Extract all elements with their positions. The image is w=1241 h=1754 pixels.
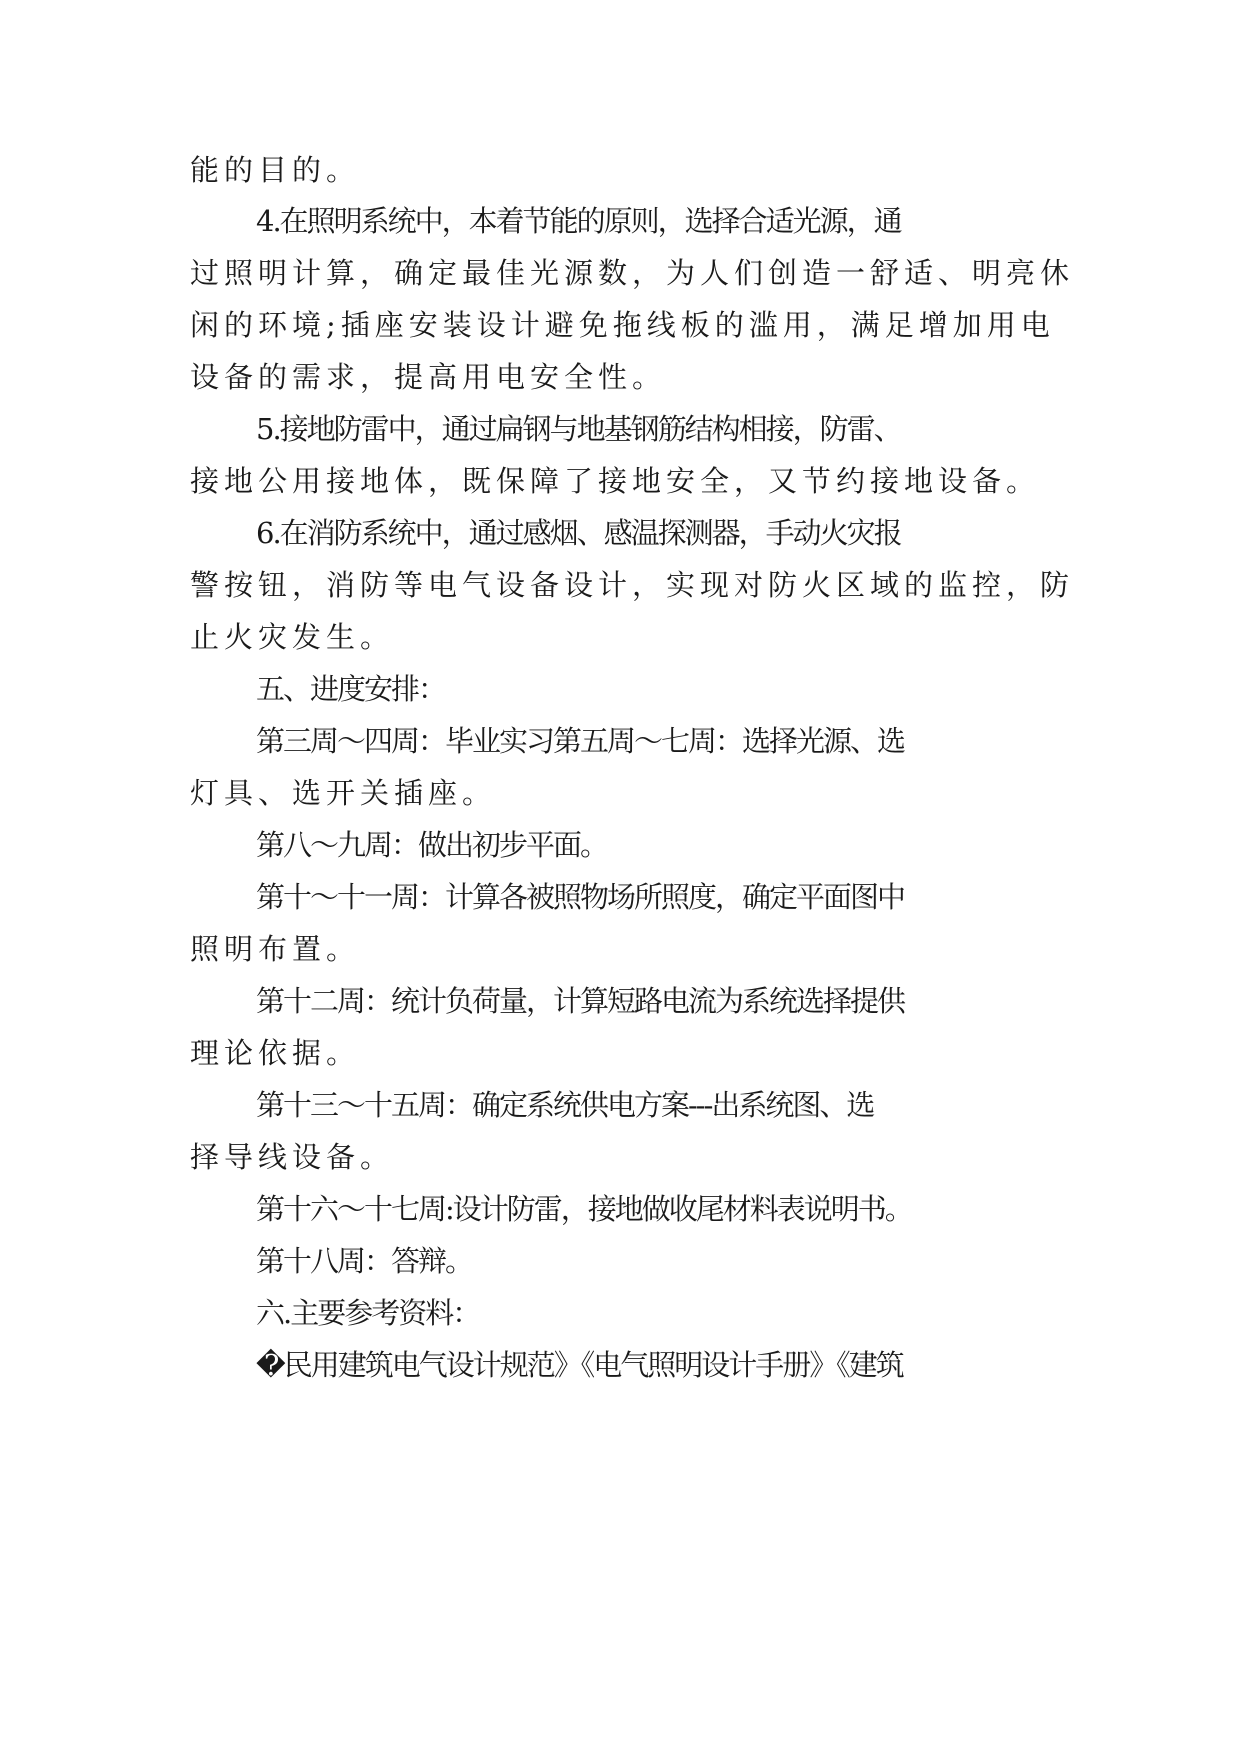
text-line: 闲的环境;插座安装设计避免拖线板的滥用，满足增加用电 xyxy=(190,308,1055,342)
text-line: 理论依据。 xyxy=(190,1036,361,1070)
text-line: 能的目的。 xyxy=(190,153,361,187)
text-line: 照明布置。 xyxy=(190,932,361,966)
text-line: 止火灾发生。 xyxy=(190,620,395,654)
text-line: 第八～九周：做出初步平面。 xyxy=(256,828,608,862)
text-line: 第十～十一周：计算各被照物场所照度，确定平面图中 xyxy=(256,880,905,914)
text-line: 第十二周：统计负荷量，计算短路电流为系统选择提供 xyxy=(256,984,905,1018)
text-line: 4.在照明系统中，本着节能的原则，选择合适光源，通 xyxy=(256,204,901,238)
text-line: 灯具、选开关插座。 xyxy=(190,776,497,810)
text-line: 第十三～十五周：确定系统供电方案---出系统图、选 xyxy=(256,1088,874,1122)
text-line: 择导线设备。 xyxy=(190,1140,395,1174)
text-line: 5.接地防雷中，通过扁钢与地基钢筋结构相接，防雷、 xyxy=(256,412,901,446)
text-line: 警按钮，消防等电气设备设计，实现对防火区域的监控，防 xyxy=(190,568,1075,602)
text-line: 第十六～十七周:设计防雷，接地做收尾材料表说明书。 xyxy=(256,1192,912,1226)
text-line: 过照明计算，确定最佳光源数，为人们创造一舒适、明亮休 xyxy=(190,256,1075,290)
text-line: 设备的需求，提高用电安全性。 xyxy=(190,360,667,394)
text-line: 第三周～四周：毕业实习第五周～七周：选择光源、选 xyxy=(256,724,905,758)
text-line: 第十八周：答辩。 xyxy=(256,1244,473,1278)
section-heading: 五、进度安排： xyxy=(256,672,446,706)
text-line: �民用建筑电气设计规范》《电气照明设计手册》《建筑 xyxy=(256,1348,903,1382)
section-heading: 六.主要参考资料： xyxy=(256,1296,480,1330)
text-line: 6.在消防系统中，通过感烟、感温探测器，手动火灾报 xyxy=(256,516,901,550)
text-line: 接地公用接地体，既保障了接地安全，又节约接地设备。 xyxy=(190,464,1041,498)
